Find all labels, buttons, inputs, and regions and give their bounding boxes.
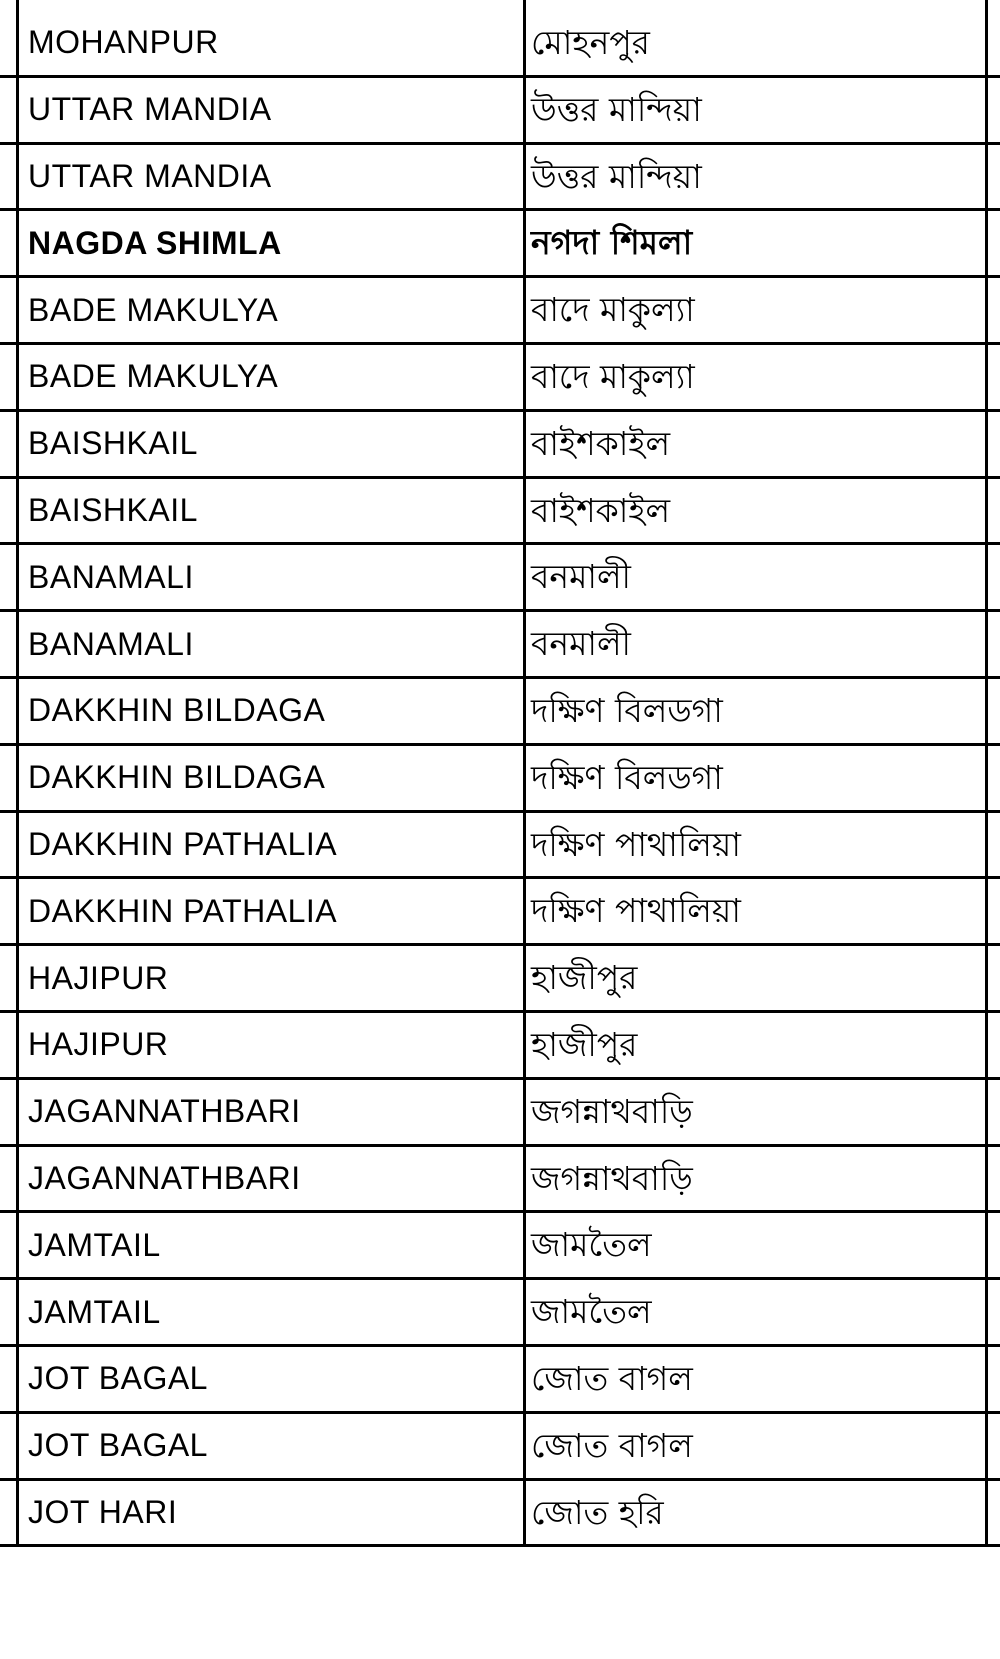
row-edge-cell [988,278,1000,345]
row-edge-cell [988,145,1000,212]
row-edge-cell [988,211,1000,278]
table-row [0,1414,1000,1481]
bengali-name-cell: দক্ষিণ বিলডগা [523,746,988,813]
table-row [0,1013,1000,1080]
english-name-cell: DAKKHIN BILDAGA [16,679,526,746]
row-edge-cell [988,879,1000,946]
row-edge-cell [988,1013,1000,1080]
english-name-cell: JOT BAGAL [16,1414,526,1481]
row-edge-cell [988,746,1000,813]
table-row [0,211,1000,278]
table-row [0,1213,1000,1280]
bengali-name-cell: জোত হরি [523,1481,988,1548]
bengali-name-cell: বনমালী [523,612,988,679]
row-edge-cell [988,11,1000,78]
bengali-name-cell: দক্ষিণ পাথালিয়া [523,813,988,880]
bengali-name-cell: জামতৈল [523,1280,988,1347]
english-name-cell: MOHANPUR [16,11,526,78]
bengali-name-cell: হাজীপুর [523,946,988,1013]
row-edge-cell [988,78,1000,145]
table-row [0,345,1000,412]
bengali-name-cell: বনমালী [523,545,988,612]
table-row [0,746,1000,813]
table-row [0,1080,1000,1147]
village-name-table [0,11,1000,1547]
english-name-cell: JAGANNATHBARI [16,1080,526,1147]
english-name-cell: UTTAR MANDIA [16,78,526,145]
row-edge-cell [988,946,1000,1013]
table-row [0,1147,1000,1214]
table-row [0,1347,1000,1414]
english-name-cell: UTTAR MANDIA [16,145,526,212]
bengali-name-cell: মোহনপুর [523,11,988,78]
english-name-cell: BADE MAKULYA [16,278,526,345]
table-row [0,946,1000,1013]
table-row [0,679,1000,746]
row-edge-cell [988,1280,1000,1347]
english-name-cell: HAJIPUR [16,946,526,1013]
english-name-cell: DAKKHIN BILDAGA [16,746,526,813]
row-edge-cell [988,612,1000,679]
bengali-name-cell: দক্ষিণ পাথালিয়া [523,879,988,946]
bengali-name-cell: বাইশকাইল [523,479,988,546]
table-row [0,11,1000,78]
english-name-cell: BAISHKAIL [16,479,526,546]
row-edge-cell [988,1481,1000,1548]
bengali-name-cell: জগন্নাথবাড়ি [523,1080,988,1147]
table-row [0,1280,1000,1347]
bengali-name-cell: দক্ষিণ বিলডগা [523,679,988,746]
row-edge-cell [988,1147,1000,1214]
row-edge-cell [988,1347,1000,1414]
english-name-cell: JOT HARI [16,1481,526,1548]
row-edge-cell [988,412,1000,479]
bengali-name-cell: উত্তর মান্দিয়া [523,78,988,145]
bengali-name-cell: বাদে মাকুল্যা [523,345,988,412]
english-name-cell: BANAMALI [16,612,526,679]
bengali-name-cell: বাদে মাকুল্যা [523,278,988,345]
table-row [0,78,1000,145]
row-edge-cell [988,545,1000,612]
bengali-name-cell: বাইশকাইল [523,412,988,479]
english-name-cell: BAISHKAIL [16,412,526,479]
row-edge-cell [988,1080,1000,1147]
row-edge-cell [988,345,1000,412]
table-row [0,278,1000,345]
bengali-name-cell: হাজীপুর [523,1013,988,1080]
bengali-name-cell: জামতৈল [523,1213,988,1280]
table-row [0,545,1000,612]
row-edge-cell [988,679,1000,746]
table-row [0,813,1000,880]
row-edge-cell [988,1213,1000,1280]
table-row [0,612,1000,679]
bengali-name-cell: জোত বাগল [523,1347,988,1414]
bengali-name-cell: উত্তর মান্দিয়া [523,145,988,212]
bengali-name-cell: জগন্নাথবাড়ি [523,1147,988,1214]
english-name-cell: NAGDA SHIMLA [16,211,526,278]
bengali-name-cell: জোত বাগল [523,1414,988,1481]
english-name-cell: BANAMALI [16,545,526,612]
english-name-cell: DAKKHIN PATHALIA [16,879,526,946]
table-row [0,1481,1000,1548]
english-name-cell: DAKKHIN PATHALIA [16,813,526,880]
row-edge-cell [988,813,1000,880]
table-row [0,879,1000,946]
english-name-cell: HAJIPUR [16,1013,526,1080]
english-name-cell: JAGANNATHBARI [16,1147,526,1214]
row-edge-cell [988,479,1000,546]
table-row [0,412,1000,479]
row-edge-cell [988,1414,1000,1481]
table-row [0,479,1000,546]
english-name-cell: BADE MAKULYA [16,345,526,412]
english-name-cell: JOT BAGAL [16,1347,526,1414]
table-row [0,145,1000,212]
english-name-cell: JAMTAIL [16,1213,526,1280]
english-name-cell: JAMTAIL [16,1280,526,1347]
bengali-name-cell: নগদা শিমলা [523,211,988,278]
